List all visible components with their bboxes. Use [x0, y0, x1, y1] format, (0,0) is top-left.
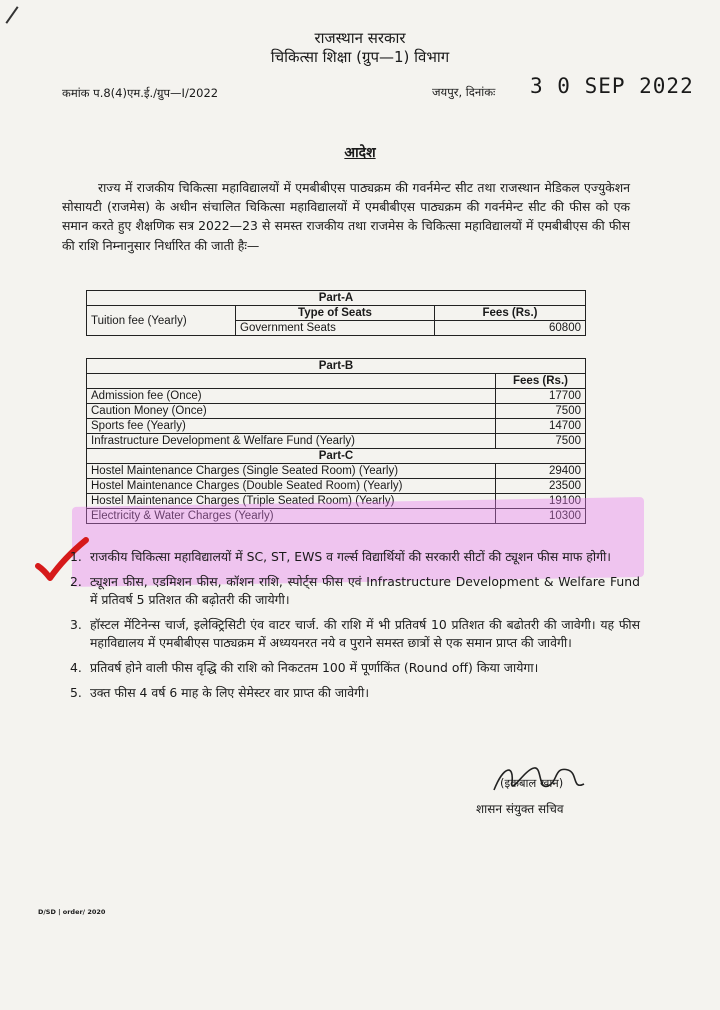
item-number: 4.: [70, 659, 82, 675]
table-row: [87, 389, 586, 404]
blank-cell: [87, 374, 496, 389]
table-row: [87, 419, 586, 434]
table-row: [87, 404, 586, 419]
item-text: हॉस्टल मेंटिनेन्स चार्ज, इलेक्ट्रिसिटी एंव वाटर चार्ज. की राशि में भी प्रतिवर्ष 10 प्रतिशत की बढोतरी की जावेगी। यह फीस महाविद्यालय में एमबीबीएस पाठ्यक्रम में अध्ययनरत नये व पुराने समस्त छात्रों से एक समान प्राप्त की जावेगी।: [90, 616, 640, 651]
part-a-table: [86, 290, 586, 336]
fee-value: 10300: [496, 509, 586, 524]
item-text: प्रतिवर्ष होने वाली फीस वृद्धि की राशि को निकटतम 100 में पूर्णाकिंत (Round off) किया जायेगा।: [90, 659, 539, 675]
fee-label: Admission fee (Once): [87, 389, 496, 404]
list-item: [70, 684, 640, 703]
item-number: 5.: [70, 684, 82, 700]
fee-label: Hostel Maintenance Charges (Single Seated Room) (Yearly): [87, 464, 496, 479]
fee-value: 7500: [496, 434, 586, 449]
list-item: [70, 548, 640, 567]
item-text: उक्त फीस 4 वर्ष 6 माह के लिए सेमेस्टर वार प्राप्त की जावेगी।: [90, 684, 370, 700]
fee-value: 7500: [496, 404, 586, 419]
item-number: 1.: [70, 549, 82, 564]
signatory-designation: शासन संयुक्त सचिव: [476, 802, 564, 816]
col-type-of-seats: Type of Seats: [236, 306, 435, 321]
footer-code: D/SD | order/ 2020: [38, 908, 106, 916]
reference-number: कमांक प.8(4)एम.ई./ग्रुप—I/2022: [62, 86, 219, 100]
date-stamp: 3 0 SEP 2022: [530, 74, 694, 98]
fee-label: Sports fee (Yearly): [87, 419, 496, 434]
corner-mark: [5, 6, 18, 24]
item-text: राजकीय चिकित्सा महाविद्यालयों में SC, ST, EWS व गर्ल्स विद्यार्थियों की सरकारी सीटों की ट्यूशन फीस माफ होगी।: [90, 549, 611, 564]
fee-label: Infrastructure Development & Welfare Fund (Yearly): [87, 434, 496, 449]
fee-value: 23500: [496, 479, 586, 494]
part-b-heading: Part-B: [87, 359, 586, 374]
fee-label: Hostel Maintenance Charges (Double Seated Room) (Yearly): [87, 479, 496, 494]
government-seats-cell: Government Seats: [236, 321, 435, 336]
part-c-heading: Part-C: [87, 449, 586, 464]
fee-label: Electricity & Water Charges (Yearly): [87, 509, 496, 524]
place-label: जयपुर, दिनांकः: [432, 85, 496, 99]
tuition-fee-label: Tuition fee (Yearly): [87, 306, 236, 336]
header-government: राजस्थान सरकार: [314, 29, 406, 47]
col-fees-b: Fees (Rs.): [496, 374, 586, 389]
conditions-list: [70, 548, 640, 708]
fee-label: Hostel Maintenance Charges (Triple Seated Room) (Yearly): [87, 494, 496, 509]
header-department: चिकित्सा शिक्षा (ग्रुप—1) विभाग: [270, 48, 450, 66]
item-number: 2.: [70, 573, 82, 589]
col-fees-a: Fees (Rs.): [435, 306, 586, 321]
list-item: [70, 573, 640, 610]
fee-value: 14700: [496, 419, 586, 434]
signatory-name: (इकबाल खान): [500, 776, 564, 790]
fee-label: Caution Money (Once): [87, 404, 496, 419]
table-row: [87, 479, 586, 494]
list-item: [70, 616, 640, 653]
intro-paragraph: राज्य में राजकीय चिकित्सा महाविद्यालयों में एमबीबीएस पाठ्यक्रम की गवर्नमेन्ट सीट तथा राजस्थान मेडिकल एज्युकेशन सोसायटी (राजमेस) के अधीन संचालित चिकित्सा महाविद्यालयों में एमबीबीएस पाठ्यक्रम की गवर्नमेन्ट सीट की फीस को एक समान करते हुए शैक्षणिक सत्र 2022—23 से समस्त राजकीय तथा राजमेस के चिकित्सा महाविद्यालयों में एमबीबीएस की फीस की राशि निम्नानुसार निर्धारित की जाती हैः—: [62, 180, 630, 253]
order-title: आदेश: [344, 145, 376, 161]
list-item: [70, 659, 640, 678]
part-a-heading: Part-A: [87, 291, 586, 306]
fee-value: 29400: [496, 464, 586, 479]
table-row: [87, 434, 586, 449]
item-number: 3.: [70, 616, 82, 632]
fee-value: 17700: [496, 389, 586, 404]
item-text: ट्यूशन फीस, एडमिशन फीस, कॉशन राशि, स्पोर्ट्स फीस एवं Infrastructure Development & Welfare Fund में प्रतिवर्ष 5 प्रतिशत की बढ़ोतरी की जायेगी।: [90, 573, 640, 608]
fee-value: 19100: [496, 494, 586, 509]
table-row: [87, 464, 586, 479]
tuition-fee-value: 60800: [435, 321, 586, 336]
